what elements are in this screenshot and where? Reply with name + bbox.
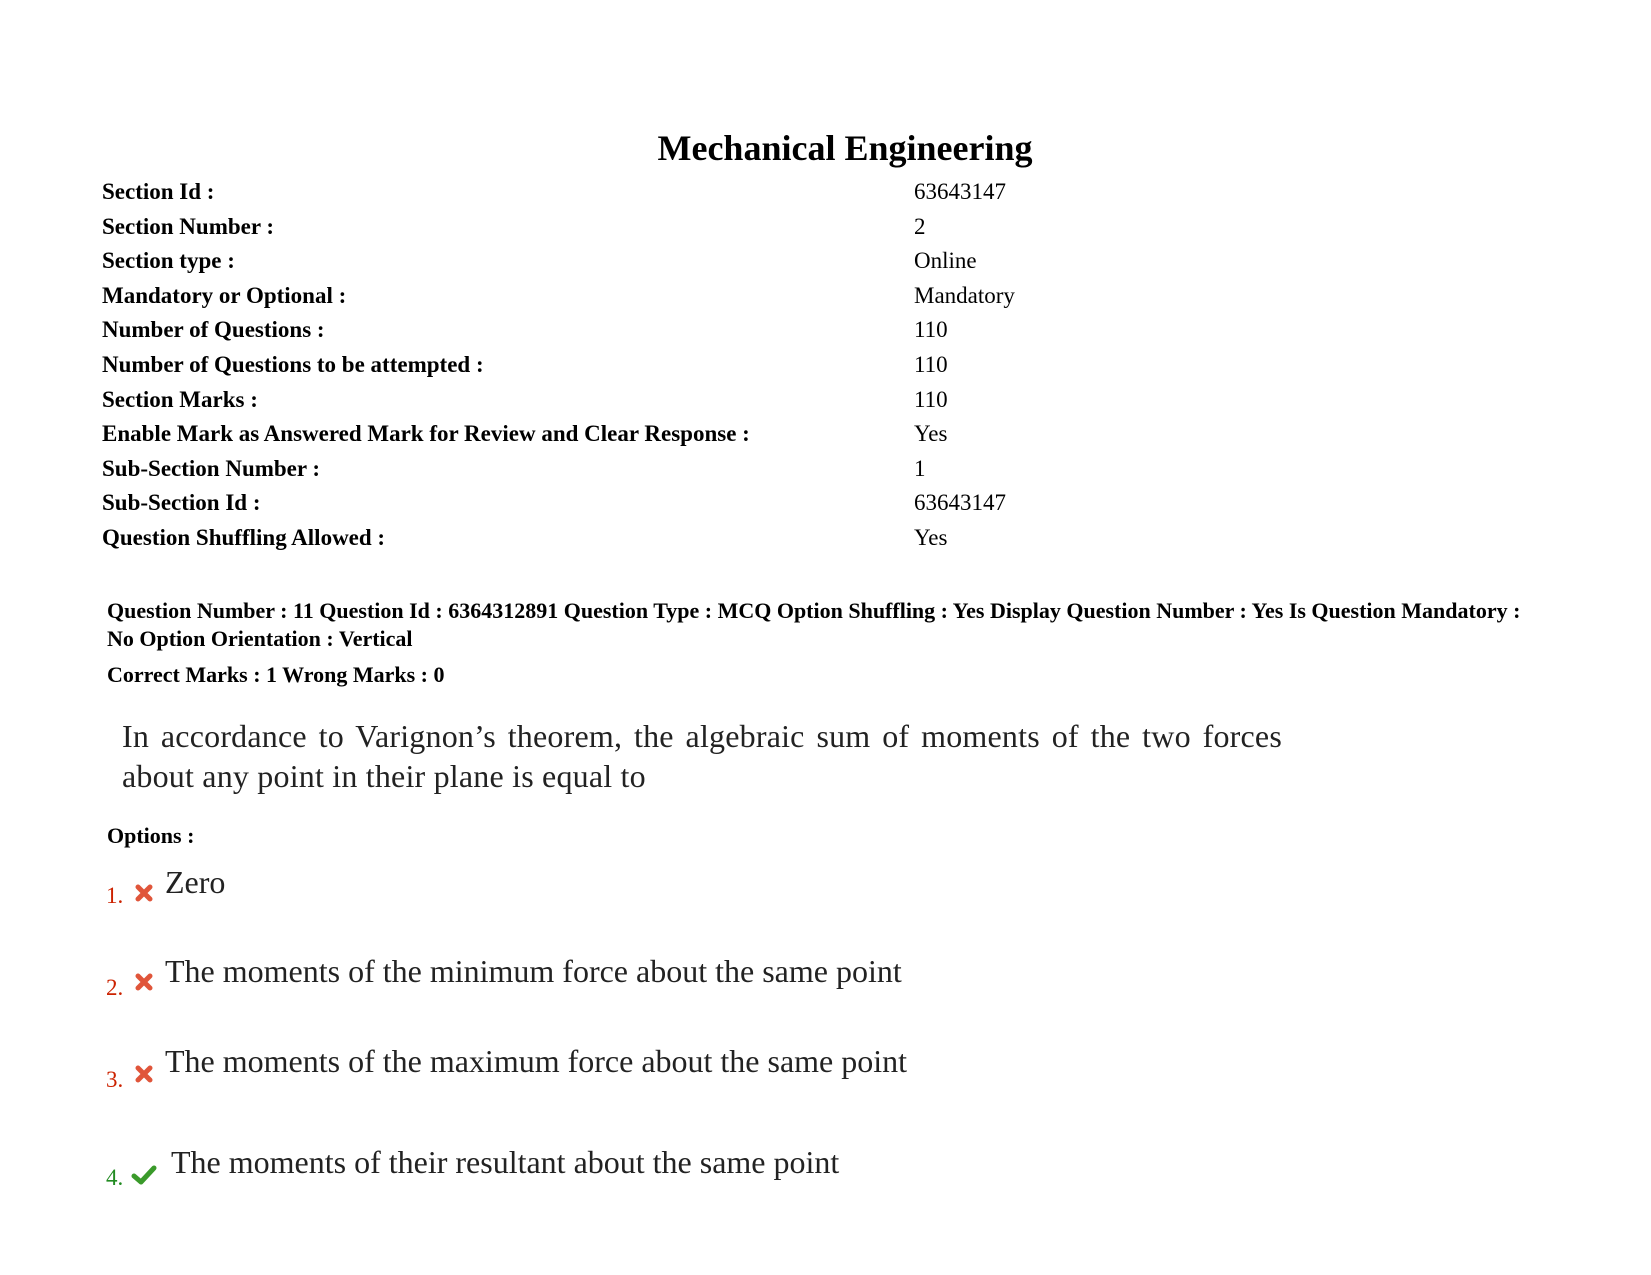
info-row-section-marks <box>102 385 1202 420</box>
info-label: Mandatory or Optional : <box>102 282 347 308</box>
option-text: The moments of the minimum force about the same point <box>165 953 902 989</box>
info-row-mandatory <box>102 281 1202 316</box>
section-info-table <box>102 177 1202 558</box>
info-value: Mandatory <box>914 282 1015 308</box>
cross-icon <box>133 882 155 904</box>
info-row-section-number <box>102 212 1202 247</box>
option-text: Zero <box>165 864 226 900</box>
info-row-sub-section-id <box>102 488 1202 523</box>
info-row-question-shuffling <box>102 523 1202 558</box>
info-label: Sub-Section Id : <box>102 490 261 516</box>
info-value: 110 <box>914 351 948 377</box>
question-meta: Question Number : 11 Question Id : 6364312891 Question Type : MCQ Option Shuffling : Yes Display Question Number : Yes Is Question Mandatory : No Option Orientation : Vertical <box>107 598 1521 651</box>
options-label: Options : <box>107 823 195 848</box>
info-label: Question Shuffling Allowed : <box>102 524 386 550</box>
info-value: Yes <box>914 524 948 550</box>
info-label: Section Marks : <box>102 386 258 412</box>
cross-icon <box>133 1063 155 1085</box>
info-value: 110 <box>914 386 948 412</box>
option-number: 2. <box>106 975 124 1000</box>
info-label: Enable Mark as Answered Mark for Review and Clear Response : <box>102 421 750 447</box>
info-row-section-type <box>102 246 1202 281</box>
info-label: Number of Questions to be attempted : <box>102 351 484 377</box>
info-value: Yes <box>914 421 948 447</box>
info-value: 63643147 <box>914 490 1006 516</box>
page-title: Mechanical Engineering <box>657 128 1033 168</box>
option-4 <box>106 1138 1206 1188</box>
option-number: 3. <box>106 1067 124 1092</box>
info-value: 1 <box>914 455 926 481</box>
info-value: 63643147 <box>914 179 1006 204</box>
info-value: Online <box>914 248 977 274</box>
checkmark-icon <box>131 1164 157 1186</box>
info-row-section-id <box>102 177 1202 212</box>
info-label: Section type : <box>102 248 235 274</box>
info-label: Section Id : <box>102 179 215 204</box>
info-row-enable-mark-review <box>102 419 1202 454</box>
info-label: Sub-Section Number : <box>102 455 321 481</box>
option-number: 1. <box>106 883 124 908</box>
option-1 <box>106 862 1206 912</box>
option-text: The moments of their resultant about the same point <box>171 1144 840 1180</box>
option-3 <box>106 1043 1206 1096</box>
option-number: 4. <box>106 1165 124 1190</box>
info-label: Section Number : <box>102 213 275 239</box>
info-value: 110 <box>914 317 948 343</box>
info-value: 2 <box>914 213 926 239</box>
info-label: Number of Questions : <box>102 317 325 343</box>
cross-icon <box>133 971 155 993</box>
question-marks: Correct Marks : 1 Wrong Marks : 0 <box>107 662 445 687</box>
info-row-questions-to-attempt <box>102 350 1202 385</box>
option-2 <box>106 954 1206 1004</box>
info-row-number-of-questions <box>102 315 1202 350</box>
option-text: The moments of the maximum force about the same point <box>165 1043 908 1079</box>
info-row-sub-section-number <box>102 454 1202 489</box>
question-text: In accordance to Varignon’s theorem, the algebraic sum of moments of the two forces about any point in their plane is equal to <box>122 718 1282 794</box>
